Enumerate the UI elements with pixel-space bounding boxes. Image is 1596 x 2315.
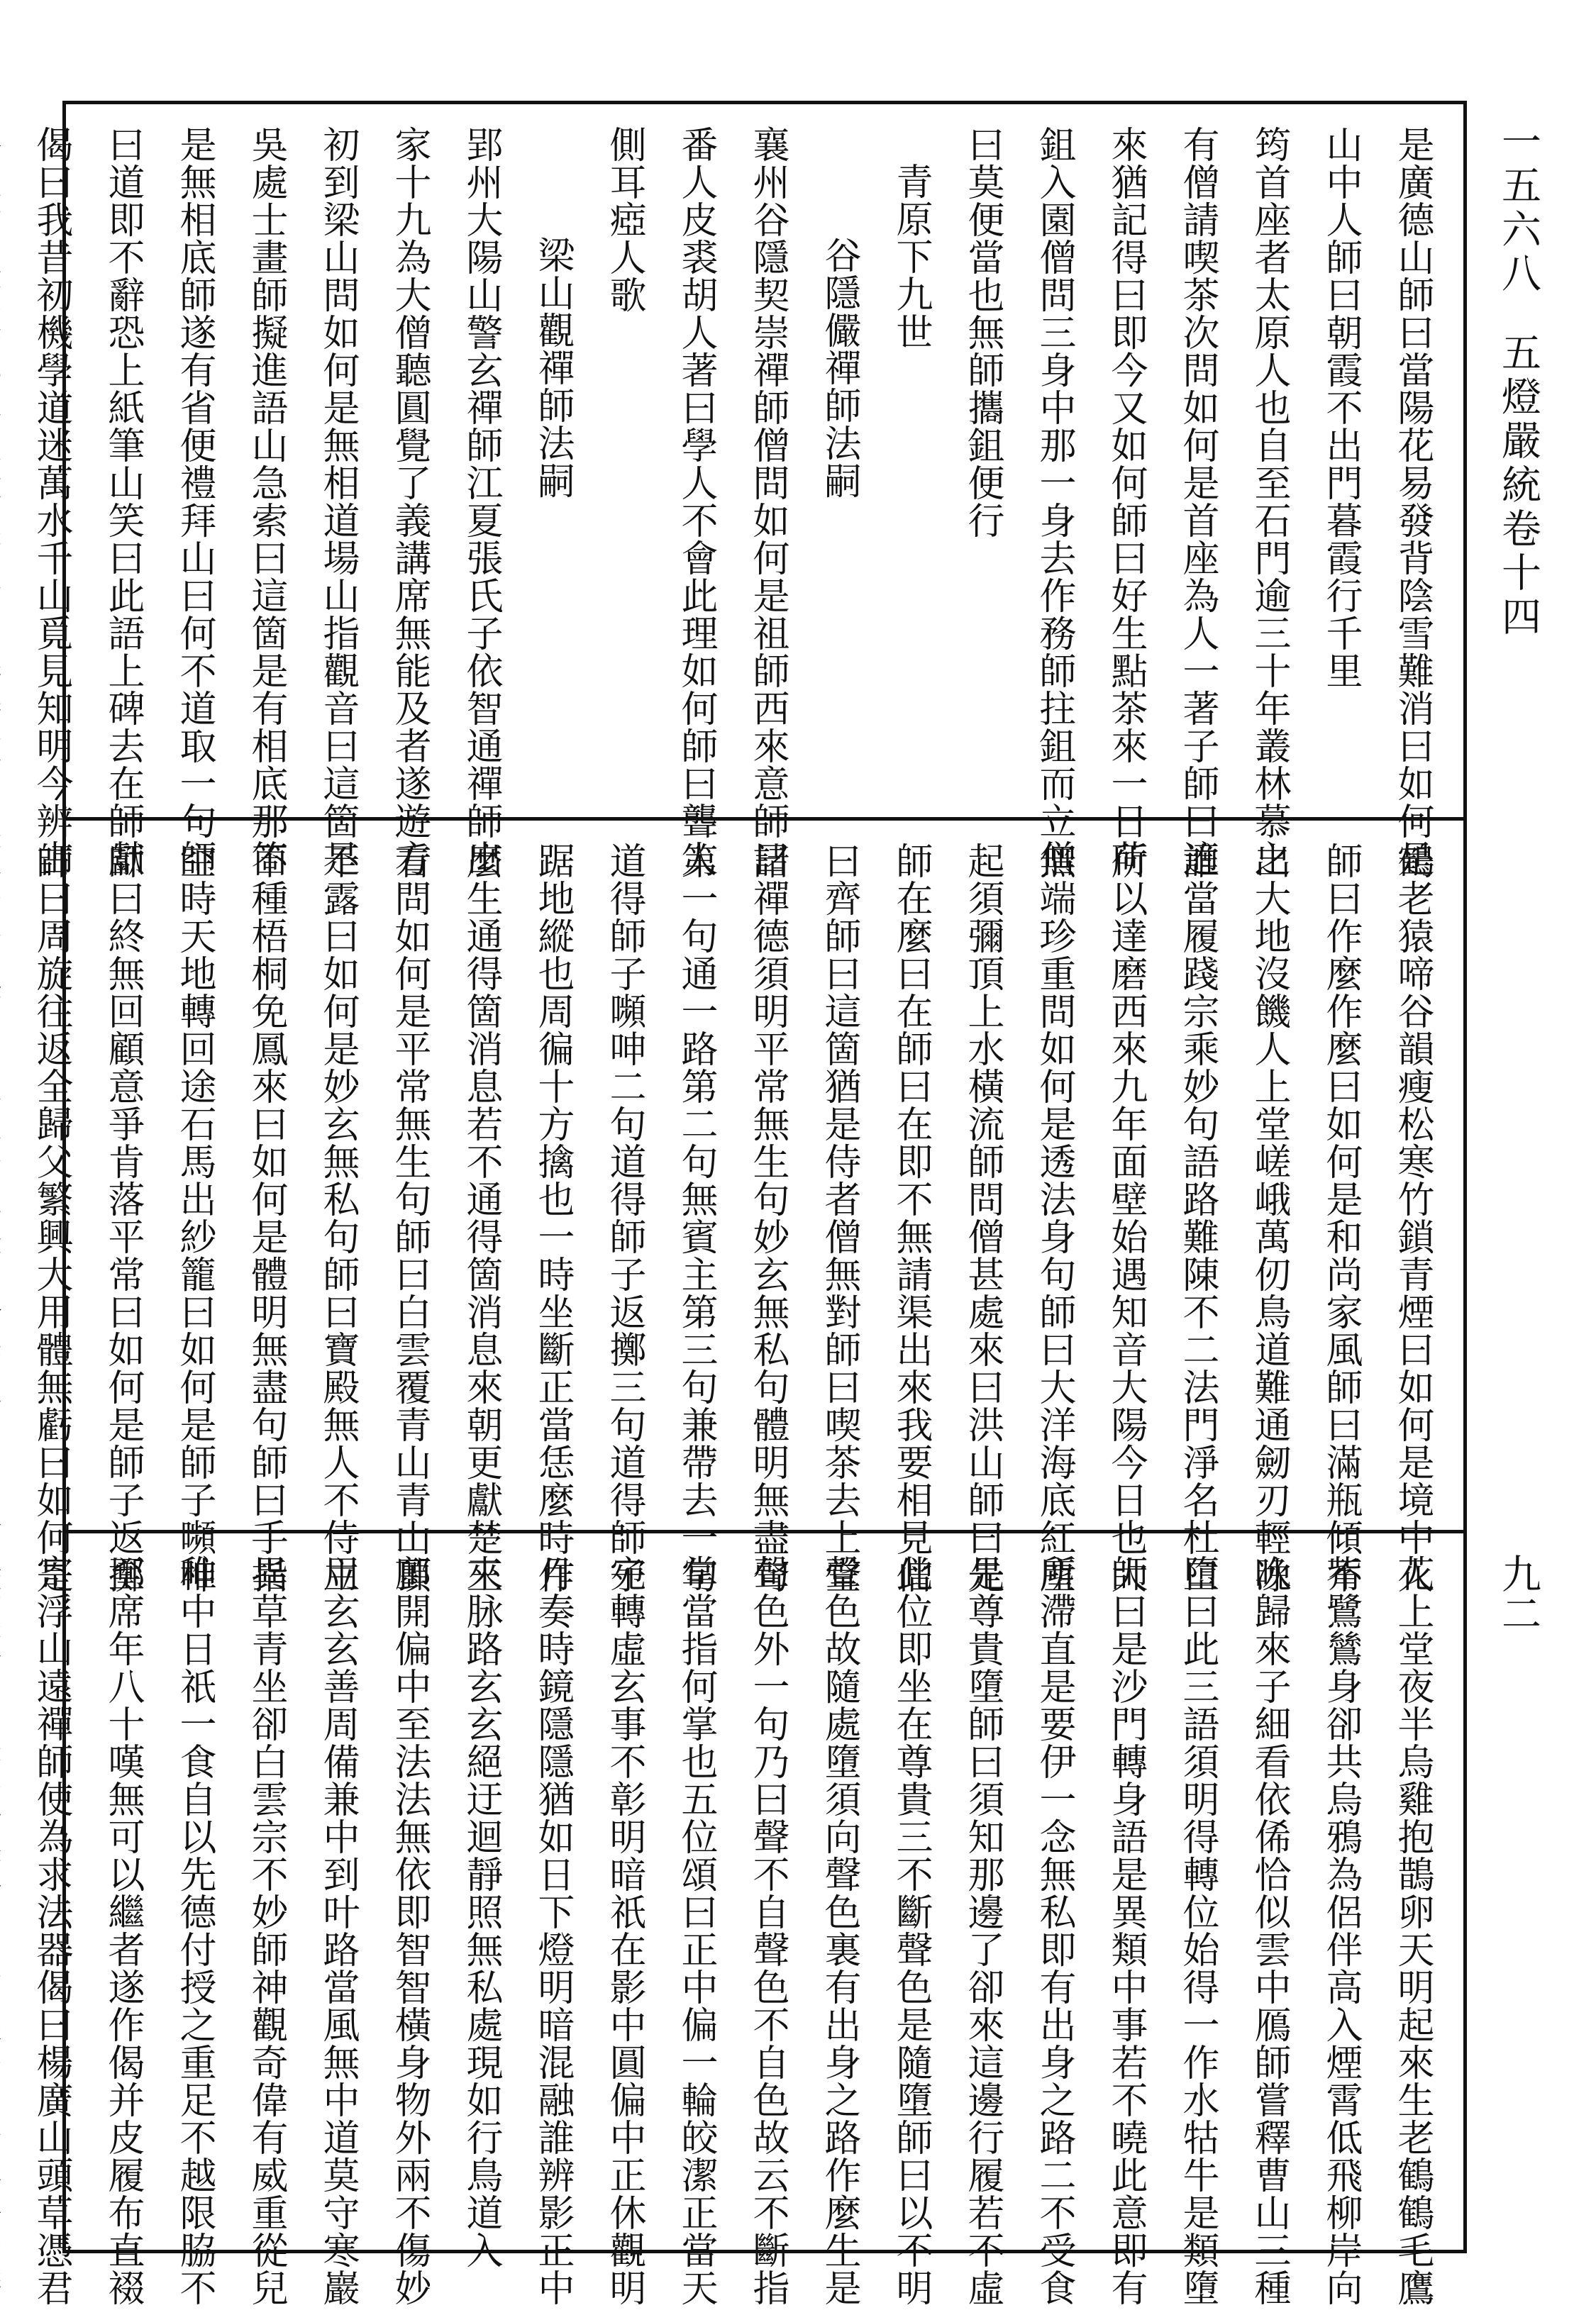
column-group [30,842,1448,1594]
text-column: 掌當指何掌也五位頌曰正中偏一輪皎潔正當天 [675,1555,717,2306]
text-column: 月奏時鏡隱隱猶如日下燈明暗混融誰辨影正中 [531,1555,574,2306]
text-column: 是廣德山師曰當陽花易發背陰雪難消曰如何是 [1391,126,1434,877]
text-band-middle [30,817,1463,1594]
text-column: 聲色外一句乃曰聲不自聲色不自色故云不斷指 [746,1555,789,2306]
running-header [1483,121,1546,759]
text-frame [30,101,1467,2306]
text-column: 襄州谷隱契崇禪師僧問如何是祖師西來意師曰 [746,126,789,877]
text-column: 曰齊師曰這箇猶是侍者僧無對師曰喫茶去上堂 [818,842,860,1594]
text-column [0,126,15,799]
text-column: 不種梧桐免鳳來曰如何是體明無盡句師曰手指 [245,842,287,1594]
text-column: 踞地縱也周徧十方擒也一時坐斷正當恁麼時作 [531,842,574,1594]
text-column: 吳處士畫師擬進語山急索曰這箇是有相底那箇 [245,126,287,877]
text-column: 聲色故隨處墮須向聲色裏有出身之路作麼生是 [818,1555,860,2306]
text-column: 家十九為大僧聽圓覺了義講席無能及者遂遊方 [388,126,431,877]
column-group [30,126,1448,877]
text-column: 是尊貴墮師曰須知那邊了卻來這邊行履若不虛 [961,1555,1004,2306]
page-number: 一五六八 [1495,121,1541,296]
text-column: 曰莫便當也無師攜鉏便行 [961,126,1004,539]
text-column: 觜鷺鷥身卻共烏鴉為侶伴高入煙霄低飛柳岸向 [1319,1555,1362,2306]
text-column: 稚中日祇一食自以先德付授之重足不越限脇不 [173,1555,216,2306]
section-heading: 梁山觀禪師法嗣 [531,236,574,499]
text-column: 用玄玄善周備兼中到叶路當風無中道莫守寒巖 [316,1555,359,2306]
text-column: 有僧請喫茶次問如何是首座為人一著子師曰適 [1176,126,1219,877]
text-column: 山中人師曰朝霞不出門暮霞行千里 [1319,126,1362,689]
book-title: 五燈嚴統卷十四 [1495,332,1541,640]
text-column: 第一句通一路第二句無賓主第三句兼帶去一句 [675,842,717,1594]
column-group [30,1555,1448,2306]
text-column: 墮曰此三語須明得轉位始得一作水牯牛是類墮 [1176,1555,1219,2306]
text-column: 誰當履踐宗乘妙句語路難陳不二法門淨名杜口 [1176,842,1219,1594]
text-column: 出大地沒饑人上堂嵯峨萬仞鳥道難通劒刃輕冰 [1248,842,1290,1594]
text-column: 無端珍重問如何是透法身句師曰大洋海底紅塵 [1033,842,1075,1594]
text-column: 晚歸來子細看依俙恰似雲中鴈師嘗釋曹山三種 [1248,1555,1290,2306]
text-column: 道得師子嚬呻二句道得師子返擲三句道得師子 [603,842,645,1594]
text-column: 至席年八十嘆無可以繼者遂作偈并皮履布直裰 [101,1555,144,2306]
text-column: 番人皮裘胡人著曰學人不會此理如何師曰聾人 [675,126,717,877]
text-column: 此位即坐在尊貴三不斷聲色是隨墮師曰以不明 [890,1555,932,2306]
text-column: 是無相底師遂有省便禮拜山曰何不道取一句師 [173,126,216,877]
text-band-top [30,104,1463,877]
text-column: 來猶記得曰即今又如何師曰好生點茶來一日荷 [1104,126,1147,877]
text-column: 看問如何是平常無生句師曰白雲覆青山青山頂 [388,842,431,1594]
text-column: 師曰周旋往返全歸父繁興大用體無虧曰如何是 [30,842,72,1594]
text-column: 空時天地轉回途石馬出紗籠曰如何是師子嚬呻 [173,842,216,1594]
text-column: 初到梁山問如何是無相道場山指觀音曰這箇是 [316,126,359,877]
text-column: 鉏入園僧問三身中那一身去作務師拄鉏而立僧 [1033,126,1075,877]
text-column: 來脉路玄玄絕迂迴靜照無私處現如行鳥道入 [460,1555,502,2269]
folio-number: 九二 [1495,1553,1541,1633]
text-column: 師在麼曰在師曰在即不無請渠出來我要相見僧 [890,842,932,1594]
text-column: 寄浮山遠禪師使為求法器偈曰楊廣山頭草憑君 [30,1555,72,2306]
text-column: 鄽開偏中至法法無依即智智橫身物外兩不傷妙 [388,1555,431,2306]
text-column: 師曰是沙門轉身語是異類中事若不曉此意即有 [1104,1555,1147,2306]
text-column: 所滯直是要伊一念無私即有出身之路二不受食 [1033,1555,1075,2306]
text-column: 曰道即不辭恐上紙筆山笑曰此語上碑去在師獻 [101,126,144,877]
text-column: 起須彌頂上水橫流師問僧甚處來曰洪山師曰先 [961,842,1004,1594]
section-heading: 谷隱儼禪師法嗣 [818,236,860,499]
text-column [0,842,15,1512]
text-column: 鶴老猿啼谷韻瘦松寒竹鎖青煙曰如何是境中人 [1391,842,1434,1594]
text-column: 諸禪德須明平常無生句妙玄無私句體明無盡句 [746,842,789,1594]
text-column: 宛轉虛玄事不彰明暗祇在影中圓偏中正休觀明 [603,1555,645,2306]
section-heading: 青原下九世 [890,162,932,350]
text-column: 麼生通得箇消息若不通得箇消息來朝更獻楚王 [460,842,502,1594]
text-column [0,1555,15,2236]
text-column: 所以達磨西來九年面壁始遇知音大陽今日也大 [1104,842,1147,1594]
text-column: 側耳瘂人歌 [603,126,645,313]
text-column: 筠首座者太原人也自至石門逾三十年叢林慕之 [1248,126,1290,877]
text-column: 偈曰我昔初機學道迷萬水千山覓見知明今辨古 [30,126,72,877]
text-column: 不露曰如何是妙玄無私句師曰寶殿無人不侍立 [316,842,359,1594]
text-column: 師曰作麼作麼曰如何是和尚家風師曰滿瓶傾不 [1319,842,1362,1594]
text-column: 師曰終無回顧意爭肯落平常曰如何是師子返擲 [101,842,144,1594]
text-column: 花上堂夜半烏雞抱鵲卵天明起來生老鶴鶴毛鷹 [1391,1555,1434,2306]
text-column: 異草青坐卻白雲宗不妙師神觀奇偉有威重從兒 [245,1555,287,2306]
text-column: 郢州大陽山警玄禪師江夏張氏子依智通禪師出 [460,126,502,877]
text-band-bottom [30,1530,1463,2306]
